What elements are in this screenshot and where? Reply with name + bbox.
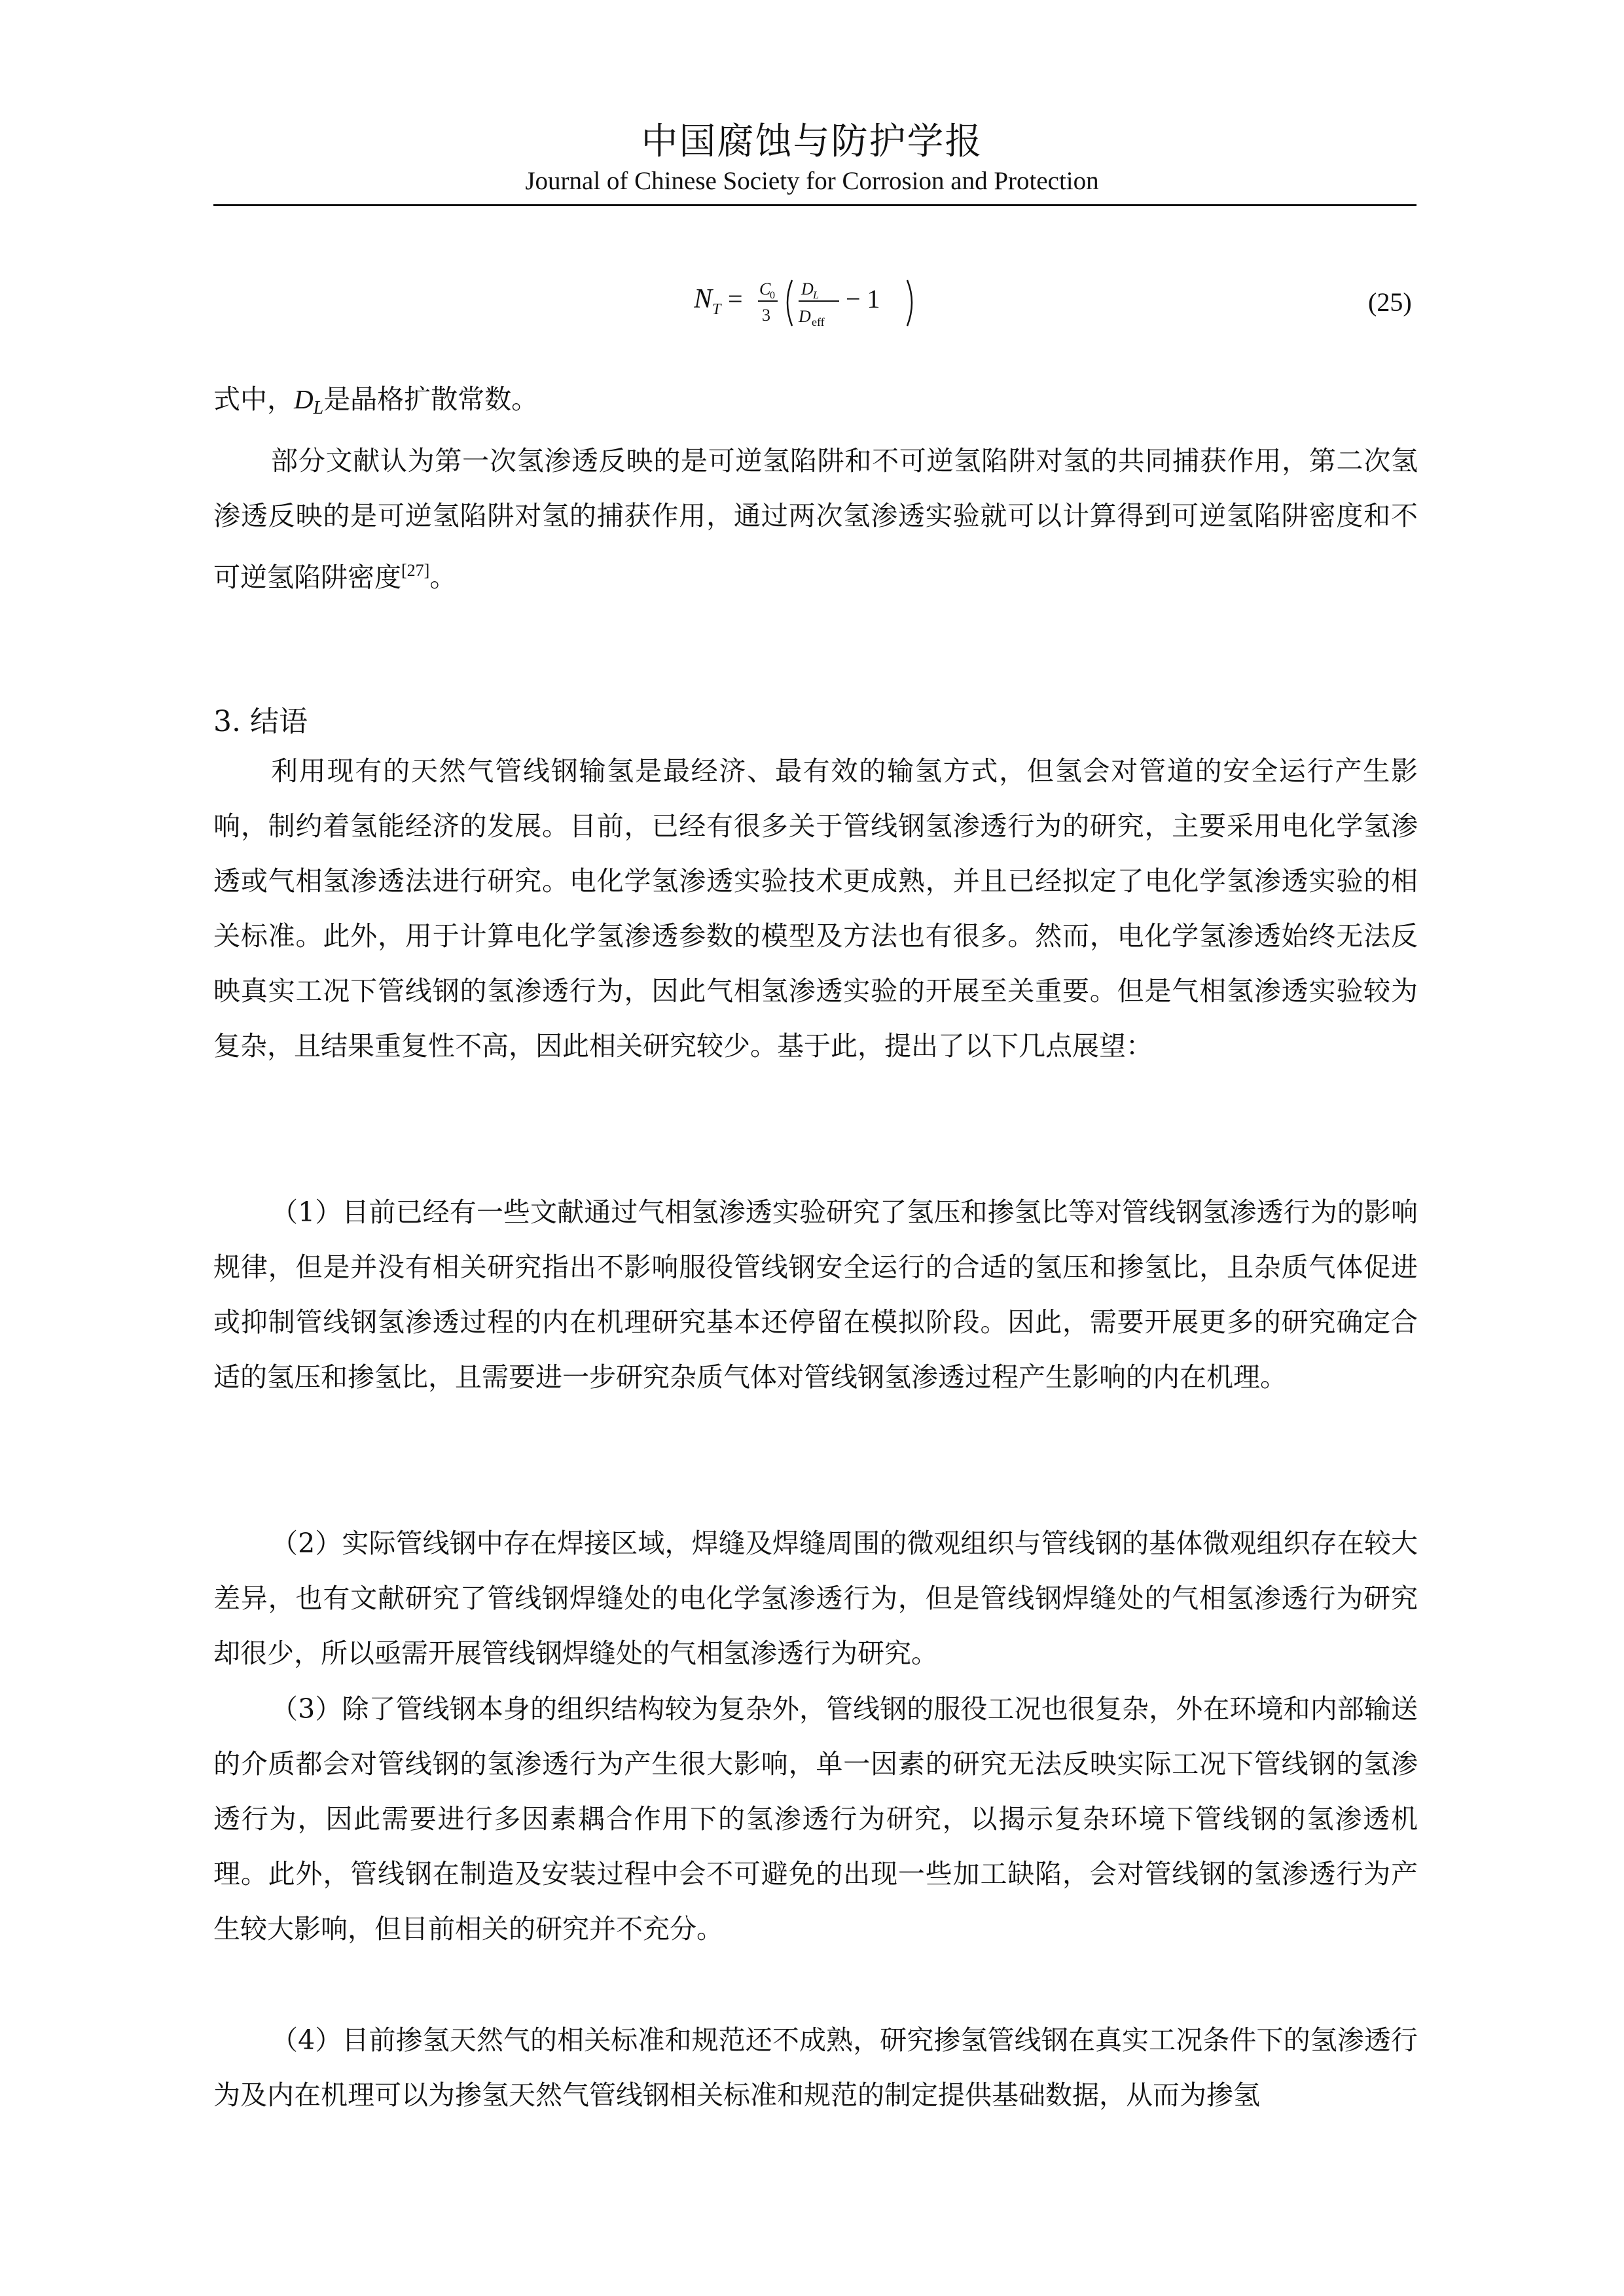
where-symbol-sub: L — [313, 398, 324, 418]
section-title-conclusion: 3. 结语 — [213, 705, 308, 738]
eq-frac1-num-sub: 0 — [770, 290, 775, 301]
paragraph-outlook-4: （4）目前掺氢天然气的相关标准和规范还不成熟，研究掺氢管线钢在真实工况条件下的氢渗透行为及内在机理可以为掺氢天然气管线钢相关标准和规范的制定提供基础数据，从而为掺氢 — [213, 2024, 1418, 2111]
eq-lhs: N — [694, 284, 713, 314]
where-suffix: 是晶格扩散常数。 — [323, 384, 539, 415]
eq-frac1-den: 3 — [762, 306, 770, 325]
citation-27: [27] — [401, 561, 430, 580]
paragraph-trap-density — [213, 433, 1418, 605]
where-symbol: D — [294, 384, 314, 414]
eq-minus-one: − 1 — [846, 284, 880, 314]
header-rule — [213, 204, 1416, 206]
where-prefix: 式中， — [213, 384, 294, 415]
eq-equals: = — [728, 284, 743, 314]
eq-frac2-den-sub: eff — [812, 315, 825, 329]
paragraph-outlook-3: （3）除了管线钢本身的组织结构较为复杂外，管线钢的服役工况也很复杂，外在环境和内部输送的介质都会对管线钢的氢渗透行为产生很大影响，单一因素的研究无法反映实际工况下管线钢的氢渗透行为，因此需要进行多因素耦合作用下的氢渗透行为研究，以揭示复杂环境下管线钢的氢渗透机理。此外，管线钢在制造及安装过程中会不可避免的出现一些加工缺陷，会对管线钢的氢渗透行为产生较大影响，但目前相关的研究并不充分。 — [213, 1693, 1418, 1945]
paragraph-trap-density-end: 。 — [429, 562, 457, 593]
eq-frac2-den: D — [799, 307, 811, 326]
eq-right-paren — [907, 280, 912, 326]
eq-frac2-num-sub: L — [813, 290, 819, 301]
paragraph-outlook-2: （2）实际管线钢中存在焊接区域，焊缝及焊缝周围的微观组织与管线钢的基体微观组织存在较大差异，也有文献研究了管线钢焊缝处的电化学氢渗透行为，但是管线钢焊缝处的气相氢渗透行为研究却很少，所以亟需开展管线钢焊缝处的气相氢渗透行为研究。 — [213, 1528, 1418, 1669]
eq-lhs-sub: T — [712, 301, 721, 318]
equation-where-line — [213, 372, 1418, 436]
paragraph-conclusion-intro: 利用现有的天然气管线钢输氢是最经济、最有效的输氢方式，但氢会对管道的安全运行产生影响，制约着氢能经济的发展。目前，已经有很多关于管线钢氢渗透行为的研究，主要采用电化学氢渗透或气相氢渗透法进行研究。电化学氢渗透实验技术更成熟，并且已经拟定了电化学氢渗透实验的相关标准。此外，用于计算电化学氢渗透参数的模型及方法也有很多。然而，电化学氢渗透始终无法反映真实工况下管线钢的氢渗透行为，因此气相氢渗透实验的开展至关重要。但是气相氢渗透实验较为复杂，且结果重复性不高，因此相关研究较少。基于此，提出了以下几点展望： — [213, 755, 1418, 1062]
journal-title-cn: 中国腐蚀与防护学报 — [641, 120, 983, 163]
journal-title-en: Journal of Chinese Society for Corrosion and Protection — [525, 167, 1099, 195]
paragraph-trap-density-text: 部分文献认为第一次氢渗透反映的是可逆氢陷阱和不可逆氢陷阱对氢的共同捕获作用，第二次氢渗透反映的是可逆氢陷阱对氢的捕获作用，通过两次氢渗透实验就可以计算得到可逆氢陷阱密度和不可逆氢陷阱密度 — [213, 445, 1418, 593]
eq-frac2-num: D — [801, 279, 814, 298]
paragraph-outlook-1: （1）目前已经有一些文献通过气相氢渗透实验研究了氢压和掺氢比等对管线钢氢渗透行为的影响规律，但是并没有相关研究指出不影响服役管线钢安全运行的合适的氢压和掺氢比，且杂质气体促进或抑制管线钢氢渗透过程的内在机理研究基本还停留在模拟阶段。因此，需要开展更多的研究确定合适的氢压和掺氢比，且需要进一步研究杂质气体对管线钢氢渗透过程产生影响的内在机理。 — [213, 1196, 1418, 1393]
equation-25 — [694, 268, 943, 340]
equation-number: (25) — [1368, 287, 1412, 317]
eq-left-paren — [787, 280, 792, 326]
eq-frac1-num: C — [759, 279, 771, 298]
